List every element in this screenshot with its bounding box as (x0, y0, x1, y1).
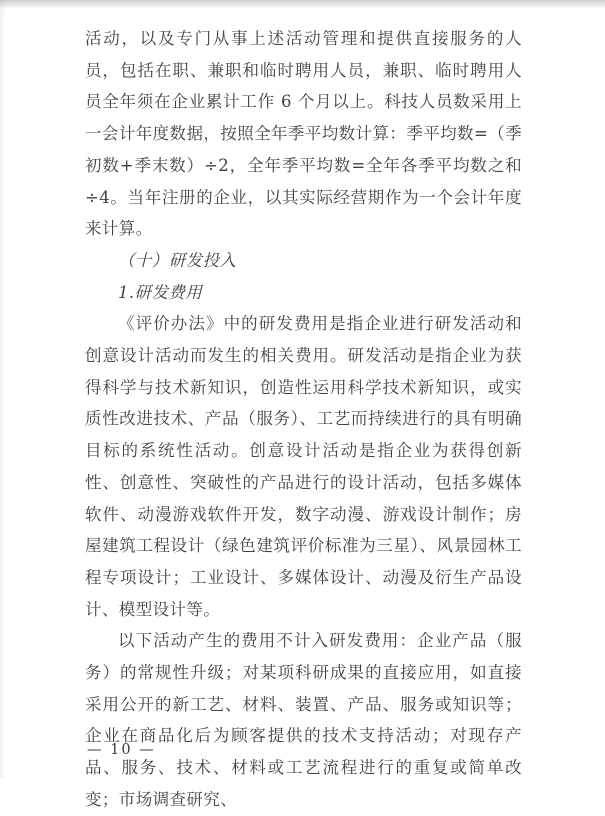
paragraph-excluded-costs: 以下活动产生的费用不计入研发费用：企业产品（服务）的常规性升级；对某项科研成果的直接应用，如直接采用公开的新工艺、材料、装置、产品、服务或知识等；企业在商品化后为顾客提供的技术支持活动；对现存产品、服务、技术、材料或工艺流程进行的重复或简单改变；市场调查研究、 (85, 631, 522, 809)
paragraph-continuation: 活动，以及专门从事上述活动管理和提供直接服务的人员，包括在职、兼职和临时聘用人员，兼职、临时聘用人员全年须在企业累计工作 6 个月以上。科技人员数采用上一会计年度数据，按照全年季平均数计算：季平均数=（季初数+季末数）÷2，全年季平均数=全年各季平均数之和÷4。当年注册的企业，以其实际经营期作为一个会计年度来计算。 (85, 29, 522, 239)
scan-edge-shadow-left (0, 0, 6, 778)
section-heading: （十）研发投入 (118, 250, 237, 270)
page-number: — 10 — (87, 742, 156, 758)
document-text-block (85, 23, 522, 816)
scan-edge-shadow-top (0, 0, 605, 9)
paragraph-rd-definition: 《评价办法》中的研发费用是指企业进行研发活动和创意设计活动而发生的相关费用。研发活动是指企业为获得科学与技术新知识，创造性运用科学技术新知识，或实质性改进技术、产品（服务）、工艺而持续进行的具有明确目标的系统性活动。创意设计活动是指企业为获得创新性、创意性、突破性的产品进行的设计活动，包括多媒体软件、动漫游戏软件开发，数字动漫、游戏设计制作；房屋建筑工程设计（绿色建筑评价标准为三星）、风景园林工程专项设计；工业设计、多媒体设计、动漫及衍生产品设计、模型设计等。 (85, 314, 522, 619)
subsection-heading: 1.研发费用 (118, 282, 203, 302)
